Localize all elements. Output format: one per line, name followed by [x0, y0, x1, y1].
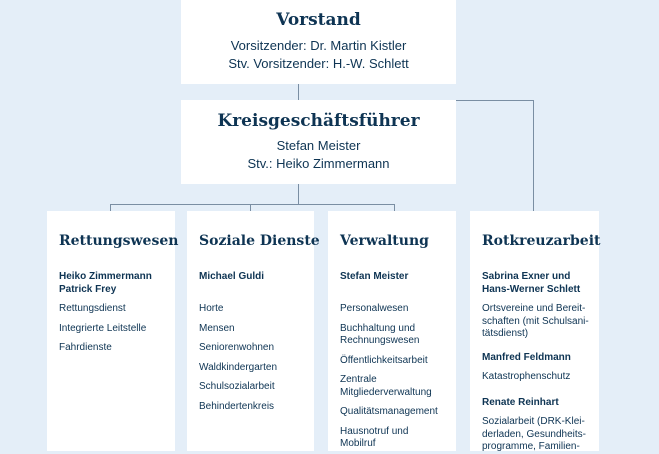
list-item: Rettungsdienst — [59, 303, 126, 314]
list-item-line: Zentrale — [340, 374, 377, 385]
section-description: tätsdienst) — [482, 328, 529, 339]
list-item: Mensen — [199, 322, 235, 334]
list-item-line: Mobilruf — [340, 438, 376, 449]
list-item: Waldkindergarten — [199, 361, 278, 373]
connector-soziale-dienste — [250, 204, 251, 211]
vorstand-chair: Vorsitzender: Dr. Martin Kistler — [230, 38, 407, 53]
connector-branch-horizontal — [110, 204, 395, 205]
kreisgeschaeftsfuehrer-title: Kreisgeschäftsführer — [217, 111, 420, 131]
section-description: Katastrophenschutz — [482, 370, 571, 382]
section — [482, 351, 599, 384]
column-rotkreuzarbeit — [470, 211, 599, 451]
column-verwaltung — [328, 211, 456, 451]
connector-rotkreuz-vertical — [533, 100, 534, 211]
column-title: Rettungswesen — [59, 233, 179, 249]
list-item: Seniorenwohnen — [199, 342, 275, 353]
column-title: Soziale Dienste — [199, 233, 320, 249]
kreisgeschaeftsfuehrer-box — [181, 100, 456, 184]
list-item — [340, 323, 456, 348]
section-description: programme, Familien- — [482, 441, 580, 452]
list-item-line: Rechnungswesen — [340, 335, 420, 346]
person-name: Manfred Feldmann — [482, 351, 571, 363]
section-description: derladen, Gesundheits- — [482, 428, 586, 440]
vorstand-box — [181, 0, 456, 84]
vorstand-title: Vorstand — [276, 10, 361, 30]
vorstand-deputy: Stv. Vorsitzender: H.-W. Schlett — [228, 56, 409, 71]
section — [482, 270, 599, 341]
list-item: Horte — [199, 303, 224, 314]
kreisgeschaeftsfuehrer-name: Stefan Meister — [276, 138, 361, 153]
person-name: Renate Reinhart — [482, 397, 559, 408]
column-title: Verwaltung — [340, 233, 429, 249]
column-title: Rotkreuzarbeit — [482, 233, 601, 249]
section — [482, 396, 599, 454]
person-name: Michael Guldi — [199, 271, 265, 282]
person-name: Hans-Werner Schlett — [482, 284, 581, 295]
list-item: Behindertenkreis — [199, 400, 275, 412]
connector-vorstand-kgf — [298, 84, 299, 100]
section-description: schaften (mit Schulsani- — [482, 315, 589, 327]
section-description: Ortsvereine und Bereit- — [482, 303, 586, 314]
kreisgeschaeftsfuehrer-deputy: Stv.: Heiko Zimmermann — [247, 156, 390, 171]
list-item-line: Mitgliederverwaltung — [340, 386, 432, 398]
list-item: Qualitätsmanagement — [340, 406, 438, 417]
connector-verwaltung — [394, 204, 395, 211]
list-item: Schulsozialarbeit — [199, 381, 275, 392]
list-item: Fahrdienste — [59, 342, 112, 353]
column-rettungswesen — [47, 211, 179, 451]
section-description: Sozialarbeit (DRK-Klei- — [482, 416, 585, 427]
connector-kgf-down — [298, 184, 299, 204]
list-item: Integrierte Leitstelle — [59, 322, 147, 334]
list-item: Personalwesen — [340, 303, 409, 314]
person-name: Patrick Frey — [59, 284, 117, 295]
connector-rettungswesen — [110, 204, 111, 211]
person-name: Heiko Zimmermann — [59, 271, 152, 282]
person-name: Sabrina Exner und — [482, 271, 571, 282]
list-item: Öffentlichkeitsarbeit — [340, 354, 428, 366]
column-soziale-dienste — [187, 211, 320, 451]
list-item — [340, 426, 456, 451]
list-item-line: Buchhaltung und — [340, 322, 416, 334]
list-item — [340, 374, 456, 399]
person-name: Stefan Meister — [340, 271, 409, 282]
list-item-line: Hausnotruf und — [340, 425, 409, 437]
